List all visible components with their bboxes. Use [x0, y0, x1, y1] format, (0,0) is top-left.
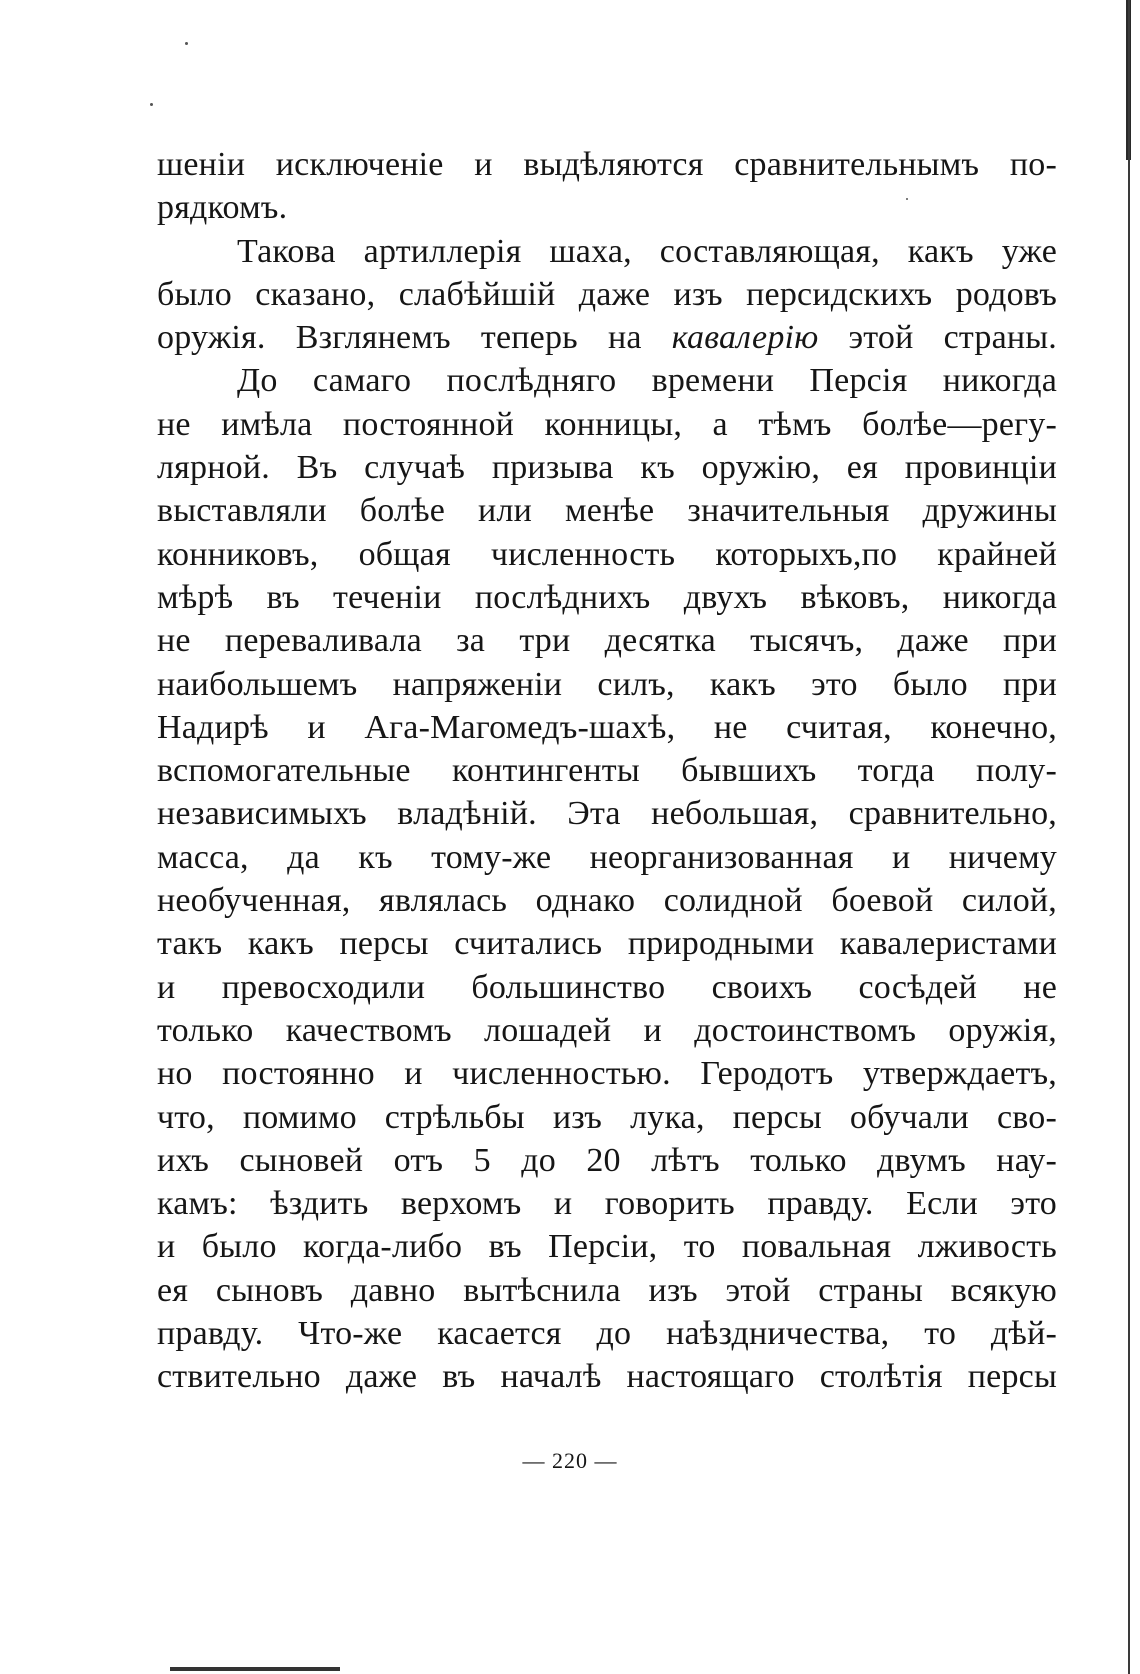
text-line: такъ какъ персы считались природными кавалеристами [157, 925, 1057, 963]
text-line: конниковъ, общая численность которыхъ,по крайней [157, 535, 1057, 573]
text-line: только качествомъ лошадей и достоинствомъ оружiя, [157, 1011, 1057, 1049]
text-line: ствительно даже въ началѣ настоящаго столѣтiя персы [157, 1358, 1057, 1396]
text-line-with-emphasis [157, 316, 1057, 359]
text-line: лярной. Въ случаѣ призыва къ оружiю, ея провинцiи [157, 449, 1057, 487]
text-line: но постоянно и численностью. Геродотъ утверждаетъ, [157, 1055, 1057, 1093]
paragraph-start-line: До самаго послѣдняго времени Персiя никогда [237, 362, 1057, 400]
scan-speck [150, 103, 153, 106]
text-line: наибольшемъ напряженiи силъ, какъ это было при [157, 665, 1057, 703]
emphasis-term: кавалерiю [671, 319, 819, 357]
text-line: ихъ сыновей отъ 5 до 20 лѣтъ только двумъ нау- [157, 1141, 1057, 1179]
text-line: и превосходили большинство своихъ сосѣдей не [157, 968, 1057, 1006]
text-line: мѣрѣ въ теченiи послѣднихъ двухъ вѣковъ, никогда [157, 578, 1057, 616]
scan-speck [185, 42, 188, 45]
line-text-before: оружiя. Взглянемъ теперь на [157, 319, 672, 357]
text-line: не переваливала за три десятка тысячъ, даже при [157, 622, 1057, 660]
paragraph-start-line: Такова артиллерiя шаха, составляющая, какъ уже [237, 232, 1057, 270]
scan-edge-line [1128, 0, 1130, 1674]
text-line: камъ: ѣздить верхомъ и говорить правду. Если это [157, 1185, 1057, 1223]
text-line: было сказано, слабѣйшiй даже изъ персидскихъ родовъ [157, 275, 1057, 313]
text-line: ея сыновъ давно вытѣснила изъ этой страны всякую [157, 1271, 1057, 1309]
text-line: Надирѣ и Ага-Магомедъ-шахѣ, не считая, конечно, [157, 708, 1057, 746]
text-line: правду. Что-же касается до наѣздничества, то дѣй- [157, 1315, 1057, 1353]
text-line: рядкомъ. [157, 189, 288, 227]
text-line: независимыхъ владѣнiй. Эта небольшая, сравнительно, [157, 795, 1057, 833]
line-text-after: этой страны. [818, 319, 1058, 357]
scan-bottom-mark [170, 1667, 340, 1671]
text-line: вспомогательные контингенты бывшихъ тогда полу- [157, 752, 1057, 790]
text-line: что, помимо стрѣльбы изъ лука, персы обучали сво- [157, 1098, 1057, 1136]
text-line: и было когда-либо въ Персiи, то повальная лживость [157, 1228, 1057, 1266]
page-number: — 220 — [522, 1448, 618, 1473]
text-line: выставляли болѣе или менѣе значительныя дружины [157, 492, 1057, 530]
text-line: необученная, являлась однако солидной боевой силой, [157, 882, 1057, 920]
text-line: шенiи исключенiе и выдѣляются сравнительнымъ по- [157, 146, 1057, 183]
text-line: не имѣла постоянной конницы, а тѣмъ болѣе—регу- [157, 405, 1057, 443]
text-line: масса, да къ тому-же неорганизованная и ничему [157, 838, 1057, 876]
body-text [157, 143, 1057, 1399]
